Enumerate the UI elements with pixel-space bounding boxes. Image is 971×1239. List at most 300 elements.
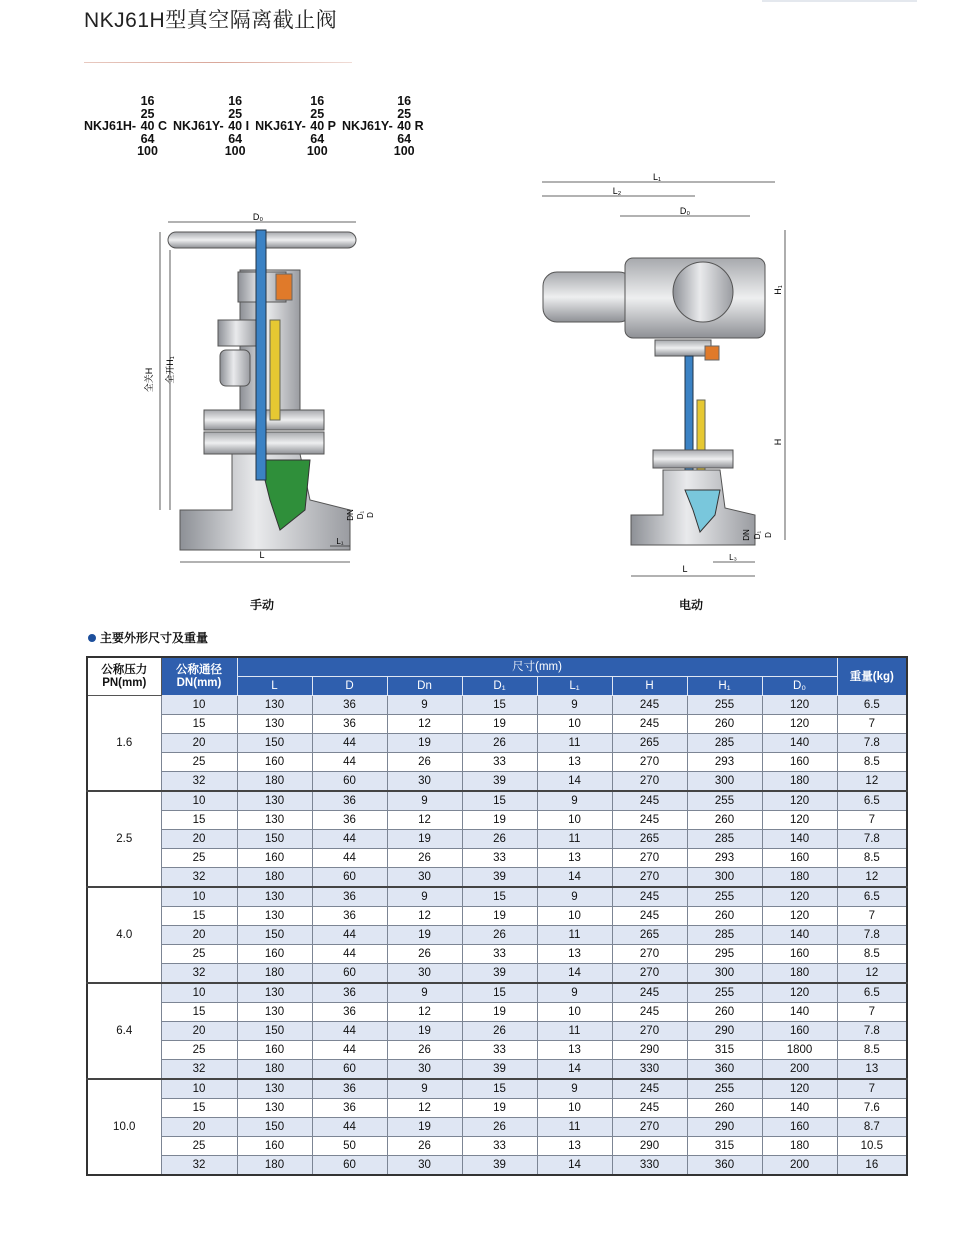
table-cell: 26 [462, 734, 537, 753]
table-cell: 10 [537, 1003, 612, 1022]
table-cell: 11 [537, 926, 612, 945]
table-cell: 8.5 [837, 945, 907, 964]
table-cell: 245 [612, 715, 687, 734]
table-cell: 130 [237, 983, 312, 1003]
pressure-value: 40 [140, 119, 155, 133]
table-cell: 130 [237, 791, 312, 811]
header-col: H [612, 677, 687, 696]
manual-caption: 手动 [250, 598, 275, 612]
dim-l2: L₂ [612, 186, 622, 196]
pressure-stack [394, 95, 415, 158]
header-dn: 公称通径 DN(mm) [161, 657, 237, 696]
table-cell: 9 [537, 887, 612, 907]
section-heading: 主要外形尺寸及重量 [88, 629, 208, 646]
table-cell: 25 [161, 753, 237, 772]
table-cell: 8.7 [837, 1118, 907, 1137]
table-row [87, 1079, 907, 1099]
table-cell: 360 [687, 1156, 762, 1176]
table-row [87, 964, 907, 984]
table-cell: 36 [312, 907, 387, 926]
table-cell: 255 [687, 1079, 762, 1099]
table-cell: 36 [312, 811, 387, 830]
pn-cell: 2.5 [87, 791, 161, 887]
table-row [87, 868, 907, 888]
pressure-value: 64 [228, 131, 243, 146]
model-code [342, 95, 424, 158]
table-cell: 26 [387, 753, 462, 772]
table-cell: 293 [687, 753, 762, 772]
dim-d1: D₁ [753, 530, 762, 540]
header-weight: 重量(kg) [837, 657, 907, 696]
table-cell: 9 [387, 791, 462, 811]
table-cell: 32 [161, 868, 237, 888]
table-cell: 130 [237, 811, 312, 830]
table-row [87, 907, 907, 926]
dim-l: L [682, 564, 688, 574]
table-cell: 11 [537, 1118, 612, 1137]
table-cell: 39 [462, 964, 537, 984]
table-cell: 39 [462, 1060, 537, 1080]
table-cell: 7 [837, 907, 907, 926]
table-cell: 270 [612, 1022, 687, 1041]
table-cell: 36 [312, 696, 387, 715]
table-cell: 160 [237, 1041, 312, 1060]
table-cell: 11 [537, 734, 612, 753]
table-cell: 26 [387, 1137, 462, 1156]
bullet-icon [88, 634, 96, 642]
model-code [84, 95, 167, 158]
table-cell: 60 [312, 1060, 387, 1080]
table-cell: 7 [837, 1003, 907, 1022]
table-cell: 290 [612, 1137, 687, 1156]
dim-h: H [773, 438, 783, 446]
pn-cell: 6.4 [87, 983, 161, 1079]
table-cell: 60 [312, 1156, 387, 1176]
table-cell: 10 [537, 715, 612, 734]
pressure-value: 100 [393, 144, 415, 158]
table-cell: 15 [462, 696, 537, 715]
manual-valve-diagram [140, 210, 390, 590]
table-cell: 140 [762, 734, 837, 753]
header-col: Dn [387, 677, 462, 696]
table-cell: 12 [387, 1099, 462, 1118]
pressure-value: 25 [310, 106, 325, 121]
table-cell: 11 [537, 1022, 612, 1041]
table-cell: 8.5 [837, 753, 907, 772]
top-decor-line [762, 0, 917, 2]
dim-d0: D₀ [252, 212, 264, 222]
table-cell: 245 [612, 696, 687, 715]
table-row [87, 945, 907, 964]
table-cell: 160 [237, 849, 312, 868]
table-cell: 6.5 [837, 696, 907, 715]
table-cell: 12 [387, 811, 462, 830]
table-cell: 9 [537, 983, 612, 1003]
table-cell: 285 [687, 830, 762, 849]
table-cell: 6.5 [837, 887, 907, 907]
pressure-value: 40 [228, 119, 243, 133]
model-code [173, 95, 249, 158]
table-cell: 39 [462, 1156, 537, 1176]
table-row [87, 1003, 907, 1022]
table-cell: 9 [537, 791, 612, 811]
table-cell: 10.5 [837, 1137, 907, 1156]
table-row [87, 696, 907, 715]
table-cell: 15 [161, 1099, 237, 1118]
electric-caption: 电动 [679, 598, 704, 612]
table-cell: 270 [612, 868, 687, 888]
table-row [87, 1118, 907, 1137]
pressure-value: 100 [306, 144, 328, 158]
table-cell: 180 [237, 772, 312, 792]
table-cell: 44 [312, 1041, 387, 1060]
table-cell: 260 [687, 1099, 762, 1118]
table-cell: 150 [237, 830, 312, 849]
table-cell: 60 [312, 964, 387, 984]
table-cell: 14 [537, 1156, 612, 1176]
table-cell: 7 [837, 715, 907, 734]
table-cell: 140 [762, 830, 837, 849]
table-cell: 33 [462, 945, 537, 964]
table-cell: 130 [237, 887, 312, 907]
table-cell: 15 [462, 791, 537, 811]
table-cell: 15 [462, 983, 537, 1003]
table-cell: 25 [161, 945, 237, 964]
table-cell: 9 [387, 887, 462, 907]
table-cell: 10 [537, 1099, 612, 1118]
table-cell: 13 [537, 1041, 612, 1060]
table-cell: 15 [161, 811, 237, 830]
table-cell: 13 [537, 945, 612, 964]
pressure-stack [307, 95, 328, 158]
table-cell: 6.5 [837, 791, 907, 811]
header-pn: 公称压力 PN(mm) [87, 657, 161, 696]
pressure-value: 16 [310, 94, 325, 108]
table-cell: 260 [687, 811, 762, 830]
table-cell: 160 [762, 945, 837, 964]
table-cell: 26 [462, 926, 537, 945]
pressure-value: 40 [310, 119, 325, 133]
table-cell: 160 [762, 1118, 837, 1137]
table-cell: 6.5 [837, 983, 907, 1003]
table-cell: 245 [612, 811, 687, 830]
table-cell: 26 [462, 830, 537, 849]
table-cell: 44 [312, 1022, 387, 1041]
table-cell: 255 [687, 696, 762, 715]
table-cell: 7.8 [837, 830, 907, 849]
table-cell: 1800 [762, 1041, 837, 1060]
table-cell: 200 [762, 1156, 837, 1176]
table-cell: 44 [312, 1118, 387, 1137]
table-cell: 160 [237, 1137, 312, 1156]
table-cell: 20 [161, 1118, 237, 1137]
table-cell: 150 [237, 1118, 312, 1137]
table-cell: 25 [161, 1137, 237, 1156]
dim-l1: L₁ [652, 172, 662, 182]
table-cell: 245 [612, 1099, 687, 1118]
table-cell: 10 [537, 811, 612, 830]
pressure-value: 40 [397, 119, 412, 133]
model-suffix: P [327, 119, 337, 133]
table-cell: 245 [612, 887, 687, 907]
spec-table [86, 656, 908, 1176]
dim-l1: L₁ [336, 537, 344, 546]
model-suffix: I [245, 119, 250, 133]
table-cell: 9 [387, 983, 462, 1003]
table-row [87, 811, 907, 830]
dim-h1: H₁ [773, 285, 783, 295]
table-cell: 255 [687, 983, 762, 1003]
table-cell: 30 [387, 1156, 462, 1176]
table-cell: 14 [537, 964, 612, 984]
table-cell: 25 [161, 1041, 237, 1060]
table-cell: 265 [612, 734, 687, 753]
title-divider [84, 62, 352, 63]
table-cell: 120 [762, 715, 837, 734]
model-prefix: NKJ61Y- [255, 119, 306, 133]
table-cell: 13 [837, 1060, 907, 1080]
table-cell: 19 [387, 734, 462, 753]
table-cell: 265 [612, 926, 687, 945]
table-cell: 20 [161, 830, 237, 849]
table-cell: 30 [387, 1060, 462, 1080]
table-cell: 270 [612, 1118, 687, 1137]
table-cell: 20 [161, 1022, 237, 1041]
header-dims: 尺寸(mm) [237, 657, 837, 677]
model-list [84, 95, 424, 158]
table-cell: 180 [762, 868, 837, 888]
table-cell: 265 [612, 830, 687, 849]
table-cell: 44 [312, 830, 387, 849]
pressure-value: 16 [228, 94, 243, 108]
dim-h: 全关H [144, 367, 154, 393]
table-cell: 15 [161, 907, 237, 926]
table-cell: 160 [762, 753, 837, 772]
table-cell: 10 [161, 1079, 237, 1099]
table-cell: 32 [161, 964, 237, 984]
pn-cell: 4.0 [87, 887, 161, 983]
table-cell: 44 [312, 926, 387, 945]
table-cell: 32 [161, 1060, 237, 1080]
table-cell: 30 [387, 772, 462, 792]
table-cell: 130 [237, 696, 312, 715]
table-cell: 160 [237, 753, 312, 772]
table-cell: 33 [462, 753, 537, 772]
table-cell: 200 [762, 1060, 837, 1080]
table-cell: 8.5 [837, 1041, 907, 1060]
pressure-value: 16 [397, 94, 412, 108]
table-cell: 15 [462, 1079, 537, 1099]
table-cell: 33 [462, 1041, 537, 1060]
table-cell: 130 [237, 715, 312, 734]
pressure-stack [225, 95, 246, 158]
table-cell: 10 [161, 887, 237, 907]
pressure-value: 25 [140, 106, 155, 121]
table-cell: 315 [687, 1137, 762, 1156]
table-cell: 36 [312, 715, 387, 734]
table-cell: 7.6 [837, 1099, 907, 1118]
table-cell: 19 [387, 926, 462, 945]
table-cell: 16 [837, 1156, 907, 1176]
table-row [87, 887, 907, 907]
table-cell: 26 [462, 1118, 537, 1137]
table-cell: 12 [837, 772, 907, 792]
table-cell: 13 [537, 849, 612, 868]
table-cell: 160 [762, 849, 837, 868]
table-cell: 15 [462, 887, 537, 907]
table-cell: 285 [687, 926, 762, 945]
table-cell: 130 [237, 1003, 312, 1022]
table-cell: 19 [387, 830, 462, 849]
table-cell: 270 [612, 964, 687, 984]
table-row [87, 1156, 907, 1176]
table-cell: 260 [687, 907, 762, 926]
table-cell: 293 [687, 849, 762, 868]
table-cell: 44 [312, 753, 387, 772]
table-row [87, 983, 907, 1003]
table-cell: 180 [762, 772, 837, 792]
table-cell: 330 [612, 1060, 687, 1080]
header-col: H₁ [687, 677, 762, 696]
pn-cell: 10.0 [87, 1079, 161, 1175]
table-cell: 245 [612, 983, 687, 1003]
table-row [87, 1060, 907, 1080]
table-cell: 180 [237, 964, 312, 984]
table-cell: 7.8 [837, 1022, 907, 1041]
table-row [87, 830, 907, 849]
table-row [87, 791, 907, 811]
table-cell: 10 [537, 907, 612, 926]
table-cell: 180 [237, 1060, 312, 1080]
table-cell: 180 [762, 964, 837, 984]
model-prefix: NKJ61H- [84, 119, 137, 133]
table-cell: 180 [237, 1156, 312, 1176]
dim-l: L [259, 550, 265, 560]
table-cell: 20 [161, 734, 237, 753]
table-cell: 315 [687, 1041, 762, 1060]
table-row [87, 753, 907, 772]
table-cell: 36 [312, 887, 387, 907]
table-row [87, 1099, 907, 1118]
dim-dn: DN [346, 509, 355, 521]
pressure-value: 64 [397, 131, 412, 146]
table-cell: 60 [312, 772, 387, 792]
table-cell: 7.8 [837, 734, 907, 753]
model-prefix: NKJ61Y- [173, 119, 224, 133]
table-cell: 120 [762, 811, 837, 830]
table-row [87, 849, 907, 868]
table-cell: 12 [387, 907, 462, 926]
table-cell: 19 [462, 1099, 537, 1118]
pn-cell: 1.6 [87, 696, 161, 792]
table-cell: 9 [387, 696, 462, 715]
table-cell: 150 [237, 734, 312, 753]
table-cell: 120 [762, 791, 837, 811]
table-cell: 140 [762, 1099, 837, 1118]
table-cell: 120 [762, 907, 837, 926]
header-col: D₀ [762, 677, 837, 696]
table-cell: 120 [762, 696, 837, 715]
table-cell: 120 [762, 1079, 837, 1099]
table-cell: 19 [387, 1118, 462, 1137]
table-cell: 130 [237, 1079, 312, 1099]
model-prefix: NKJ61Y- [342, 119, 393, 133]
table-cell: 290 [687, 1022, 762, 1041]
table-cell: 44 [312, 849, 387, 868]
table-cell: 32 [161, 1156, 237, 1176]
table-cell: 140 [762, 926, 837, 945]
model-suffix: C [157, 119, 167, 133]
table-cell: 270 [612, 753, 687, 772]
table-cell: 255 [687, 887, 762, 907]
header-col: L [237, 677, 312, 696]
table-cell: 260 [687, 1003, 762, 1022]
table-cell: 36 [312, 791, 387, 811]
table-cell: 20 [161, 926, 237, 945]
table-cell: 300 [687, 772, 762, 792]
table-cell: 12 [837, 964, 907, 984]
table-cell: 13 [537, 1137, 612, 1156]
table-cell: 12 [387, 715, 462, 734]
electric-valve-diagram [535, 170, 805, 590]
table-cell: 15 [161, 715, 237, 734]
dim-h1: 全开H₁ [165, 356, 175, 384]
pressure-stack [137, 95, 158, 158]
table-cell: 290 [612, 1041, 687, 1060]
table-cell: 130 [237, 907, 312, 926]
model-suffix: R [414, 119, 424, 133]
table-cell: 245 [612, 791, 687, 811]
table-cell: 60 [312, 868, 387, 888]
dim-l3: L₃ [729, 553, 737, 562]
table-cell: 295 [687, 945, 762, 964]
table-cell: 30 [387, 868, 462, 888]
table-cell: 270 [612, 849, 687, 868]
page-title: NKJ61H型真空隔离截止阀 [84, 9, 338, 32]
table-cell: 11 [537, 830, 612, 849]
dim-d: D [764, 532, 773, 538]
table-cell: 44 [312, 734, 387, 753]
table-cell: 10 [161, 791, 237, 811]
table-cell: 150 [237, 1022, 312, 1041]
table-cell: 26 [387, 849, 462, 868]
table-cell: 33 [462, 1137, 537, 1156]
pressure-value: 64 [310, 131, 325, 146]
dim-dn: DN [742, 529, 751, 541]
table-cell: 120 [762, 887, 837, 907]
table-cell: 10 [161, 696, 237, 715]
table-cell: 39 [462, 772, 537, 792]
table-cell: 285 [687, 734, 762, 753]
table-cell: 15 [161, 1003, 237, 1022]
table-cell: 270 [612, 945, 687, 964]
table-cell: 50 [312, 1137, 387, 1156]
table-cell: 12 [837, 868, 907, 888]
table-cell: 300 [687, 964, 762, 984]
table-cell: 130 [237, 1099, 312, 1118]
table-row [87, 1041, 907, 1060]
pressure-value: 100 [137, 144, 158, 158]
table-cell: 8.5 [837, 849, 907, 868]
pressure-value: 25 [228, 106, 243, 121]
table-cell: 260 [687, 715, 762, 734]
table-cell: 26 [462, 1022, 537, 1041]
pressure-value: 16 [140, 94, 155, 108]
dim-d0: D₀ [679, 206, 691, 216]
table-cell: 14 [537, 868, 612, 888]
table-cell: 19 [462, 811, 537, 830]
table-cell: 25 [161, 849, 237, 868]
